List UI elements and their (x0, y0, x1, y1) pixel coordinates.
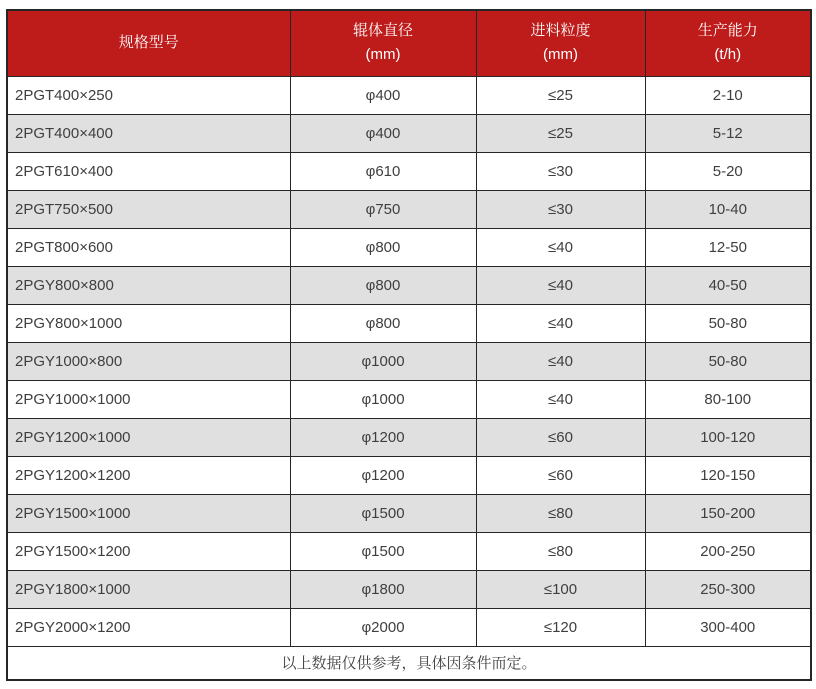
model-cell: 2PGT750×500 (7, 190, 290, 228)
capacity-cell: 150-200 (645, 494, 811, 532)
column-header-feed-size-label: 进料粒度 (530, 22, 591, 40)
feed-size-cell: ≤30 (476, 152, 645, 190)
column-header-capacity-unit: (t/h) (714, 46, 742, 64)
diameter-cell: φ610 (290, 152, 476, 190)
footer-row (7, 646, 811, 680)
column-header-model-label: 规格型号 (118, 34, 179, 52)
feed-size-cell: ≤100 (476, 570, 645, 608)
diameter-cell: φ1200 (290, 456, 476, 494)
capacity-cell: 80-100 (645, 380, 811, 418)
table-body (7, 76, 811, 646)
feed-size-cell: ≤30 (476, 190, 645, 228)
table-row (7, 152, 811, 190)
diameter-cell: φ750 (290, 190, 476, 228)
column-header-capacity-label: 生产能力 (697, 22, 758, 40)
model-cell: 2PGY800×800 (7, 266, 290, 304)
table-row (7, 342, 811, 380)
diameter-cell: φ400 (290, 114, 476, 152)
table-row (7, 418, 811, 456)
diameter-cell: φ800 (290, 228, 476, 266)
model-cell: 2PGY1500×1200 (7, 532, 290, 570)
model-cell: 2PGT400×250 (7, 76, 290, 114)
feed-size-cell: ≤60 (476, 456, 645, 494)
footer-note: 以上数据仅供参考，具体因条件而定。 (7, 646, 811, 680)
header-row (7, 10, 811, 76)
model-cell: 2PGY1000×800 (7, 342, 290, 380)
diameter-cell: φ1800 (290, 570, 476, 608)
feed-size-cell: ≤40 (476, 266, 645, 304)
diameter-cell: φ1500 (290, 532, 476, 570)
diameter-cell: φ2000 (290, 608, 476, 646)
feed-size-cell: ≤40 (476, 304, 645, 342)
diameter-cell: φ1200 (290, 418, 476, 456)
column-header-diameter (290, 10, 476, 76)
model-cell: 2PGY2000×1200 (7, 608, 290, 646)
capacity-cell: 200-250 (645, 532, 811, 570)
model-cell: 2PGY1200×1200 (7, 456, 290, 494)
capacity-cell: 5-20 (645, 152, 811, 190)
table-row (7, 456, 811, 494)
column-header-diameter-label: 辊体直径 (352, 22, 413, 40)
feed-size-cell: ≤60 (476, 418, 645, 456)
feed-size-cell: ≤80 (476, 532, 645, 570)
column-header-model (7, 10, 290, 76)
capacity-cell: 12-50 (645, 228, 811, 266)
capacity-cell: 50-80 (645, 342, 811, 380)
column-header-feed-size (476, 10, 645, 76)
capacity-cell: 120-150 (645, 456, 811, 494)
diameter-cell: φ800 (290, 266, 476, 304)
capacity-cell: 40-50 (645, 266, 811, 304)
capacity-cell: 50-80 (645, 304, 811, 342)
model-cell: 2PGY1200×1000 (7, 418, 290, 456)
table-row (7, 76, 811, 114)
capacity-cell: 250-300 (645, 570, 811, 608)
feed-size-cell: ≤80 (476, 494, 645, 532)
table-row (7, 190, 811, 228)
spec-table (6, 9, 812, 681)
model-cell: 2PGY1800×1000 (7, 570, 290, 608)
model-cell: 2PGY800×1000 (7, 304, 290, 342)
capacity-cell: 100-120 (645, 418, 811, 456)
diameter-cell: φ1500 (290, 494, 476, 532)
diameter-cell: φ800 (290, 304, 476, 342)
feed-size-cell: ≤40 (476, 380, 645, 418)
feed-size-cell: ≤40 (476, 228, 645, 266)
capacity-cell: 10-40 (645, 190, 811, 228)
capacity-cell: 300-400 (645, 608, 811, 646)
model-cell: 2PGT800×600 (7, 228, 290, 266)
table-row (7, 608, 811, 646)
table-row (7, 228, 811, 266)
column-header-diameter-unit: (mm) (365, 46, 401, 64)
table-row (7, 114, 811, 152)
diameter-cell: φ400 (290, 76, 476, 114)
table-row (7, 494, 811, 532)
table-row (7, 266, 811, 304)
diameter-cell: φ1000 (290, 380, 476, 418)
column-header-capacity (645, 10, 811, 76)
diameter-cell: φ1000 (290, 342, 476, 380)
model-cell: 2PGT610×400 (7, 152, 290, 190)
table-row (7, 570, 811, 608)
feed-size-cell: ≤25 (476, 76, 645, 114)
model-cell: 2PGY1500×1000 (7, 494, 290, 532)
feed-size-cell: ≤120 (476, 608, 645, 646)
column-header-feed-size-unit: (mm) (543, 46, 578, 64)
table-footer (7, 646, 811, 680)
table-row (7, 304, 811, 342)
table-row (7, 380, 811, 418)
model-cell: 2PGT400×400 (7, 114, 290, 152)
model-cell: 2PGY1000×1000 (7, 380, 290, 418)
table-row (7, 532, 811, 570)
capacity-cell: 5-12 (645, 114, 811, 152)
capacity-cell: 2-10 (645, 76, 811, 114)
feed-size-cell: ≤25 (476, 114, 645, 152)
table-header (7, 10, 811, 76)
feed-size-cell: ≤40 (476, 342, 645, 380)
